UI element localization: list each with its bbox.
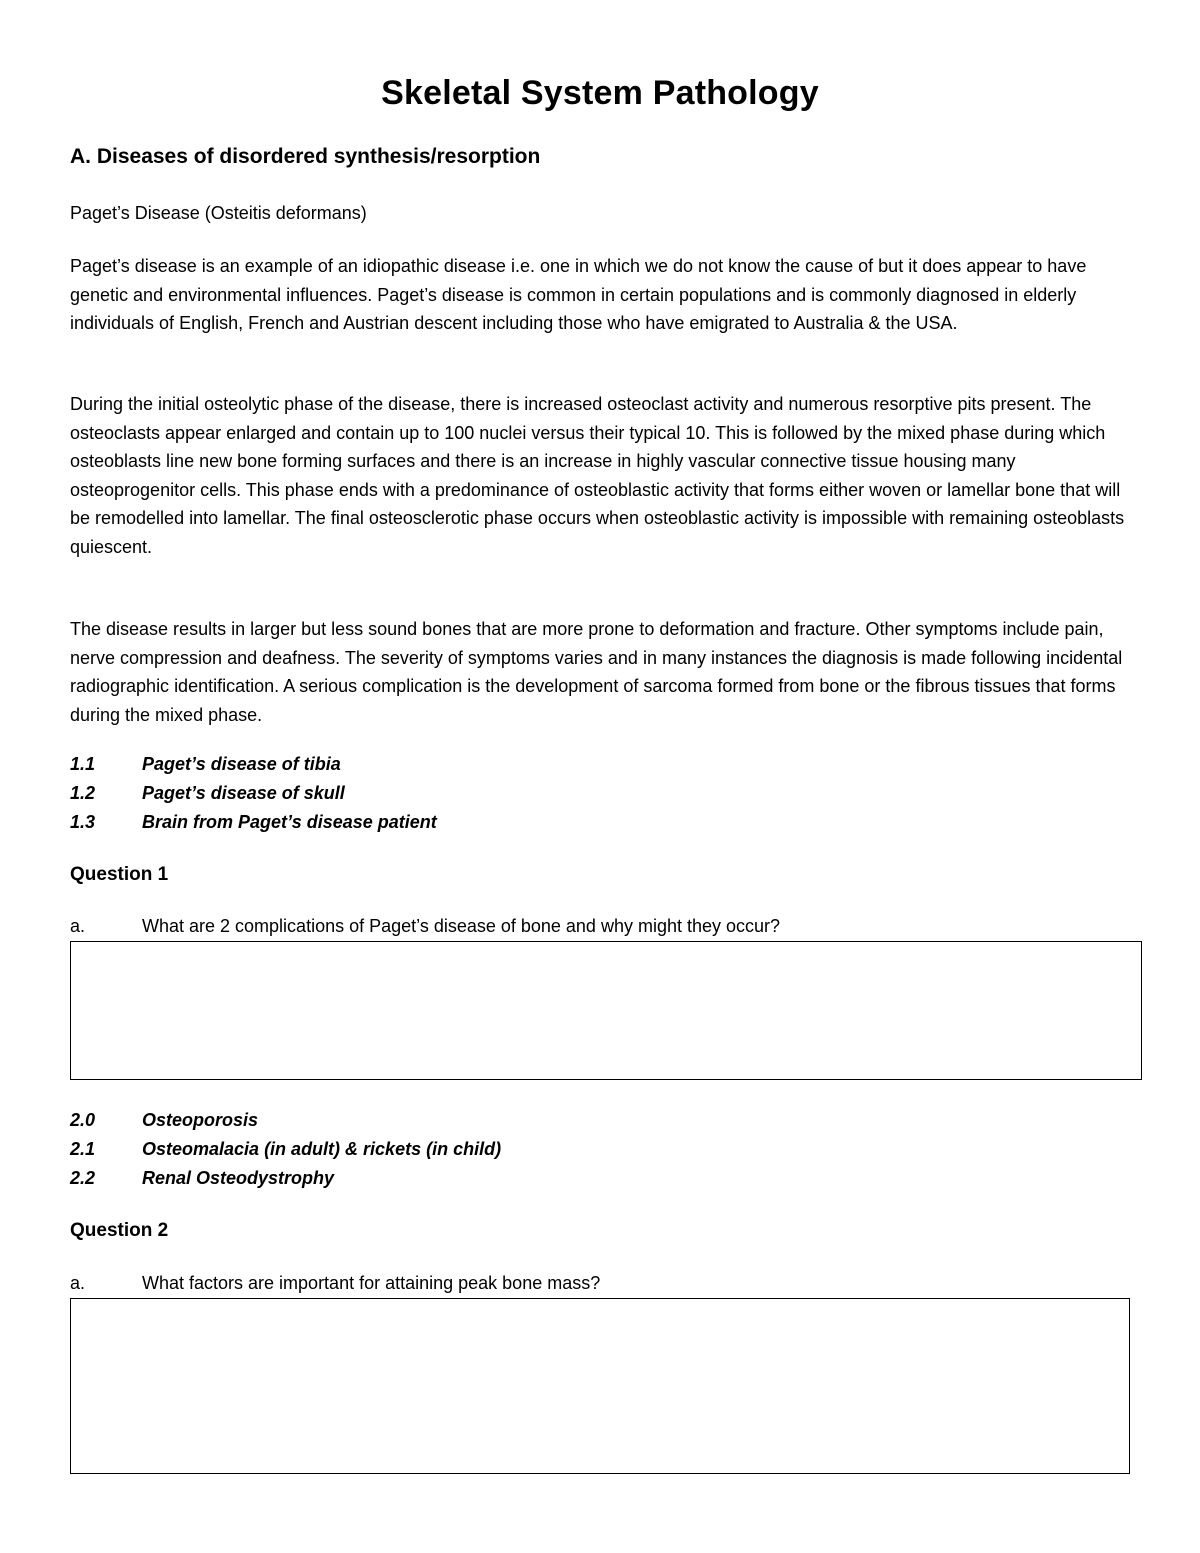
specimen-list-1 — [70, 754, 437, 841]
list-item-number: 1.3 — [70, 812, 96, 832]
list-item — [70, 1139, 501, 1168]
question-1-prompt — [70, 916, 780, 937]
question-2-prompt — [70, 1273, 600, 1294]
paragraph-intro: Paget’s disease is an example of an idiopathic disease i.e. one in which we do not know the cause of but it does appear to have genetic and environmental influences. Paget’s disease is common in certain populations and is commonly diagnosed in elderly individuals of English, French and Austrian descent including those who have emigrated to Australia & the USA. — [70, 256, 1087, 334]
list-item — [70, 783, 437, 812]
specimen-list-2 — [70, 1110, 501, 1197]
list-item-label: Brain from Paget’s disease patient — [142, 812, 437, 832]
question-2-answer-box[interactable] — [70, 1298, 1130, 1474]
page-title: Skeletal System Pathology — [381, 74, 819, 112]
question-2-heading: Question 2 — [70, 1220, 169, 1241]
question-1-text: What are 2 complications of Paget’s disease of bone and why might they occur? — [142, 916, 781, 936]
list-item-label: Paget’s disease of skull — [142, 783, 345, 803]
list-item-number: 1.2 — [70, 783, 96, 803]
list-item-number: 2.1 — [70, 1139, 96, 1159]
paragraph-phases: During the initial osteolytic phase of the disease, there is increased osteoclast activity and numerous resorptive pits present. The osteoclasts appear enlarged and contain up to 100 nuclei versus their typical 10. This is followed by the mixed phase during which osteoblasts line new bone forming surfaces and there is an increase in highly vascular connective tissue housing many osteoprogenitor cells. This phase ends with a predominance of osteoblastic activity that forms either woven or lamellar bone that will be remodelled into lamellar. The final osteosclerotic phase occurs when osteoblastic activity is impossible with remaining osteoblasts quiescent. — [70, 394, 1125, 557]
question-1-heading: Question 1 — [70, 864, 169, 885]
list-item-label: Osteoporosis — [142, 1110, 259, 1130]
list-item-label: Renal Osteodystrophy — [142, 1168, 335, 1188]
list-item-label: Osteomalacia (in adult) & rickets (in child) — [142, 1139, 502, 1159]
question-1-answer-box[interactable] — [70, 941, 1142, 1080]
list-item — [70, 754, 437, 783]
section-heading: A. Diseases of disordered synthesis/resorption — [70, 145, 541, 168]
list-item-number: 1.1 — [70, 754, 96, 774]
question-1-letter: a. — [70, 916, 86, 936]
paragraph-symptoms: The disease results in larger but less sound bones that are more prone to deformation and fracture. Other symptoms include pain, nerve compression and deafness. The severity of symptoms varies and in many instances the diagnosis is made following incidental radiographic identification. A serious complication is the development of sarcoma formed from bone or the fibrous tissues that forms during the mixed phase. — [70, 619, 1123, 725]
question-2-letter: a. — [70, 1273, 86, 1293]
list-item — [70, 812, 437, 841]
list-item-label: Paget’s disease of tibia — [142, 754, 341, 774]
question-2-text: What factors are important for attaining peak bone mass? — [142, 1273, 601, 1293]
disease-subheading: Paget’s Disease (Osteitis deformans) — [70, 203, 367, 223]
list-item-number: 2.0 — [70, 1110, 96, 1130]
list-item-number: 2.2 — [70, 1168, 96, 1188]
list-item — [70, 1110, 501, 1139]
list-item — [70, 1168, 501, 1197]
